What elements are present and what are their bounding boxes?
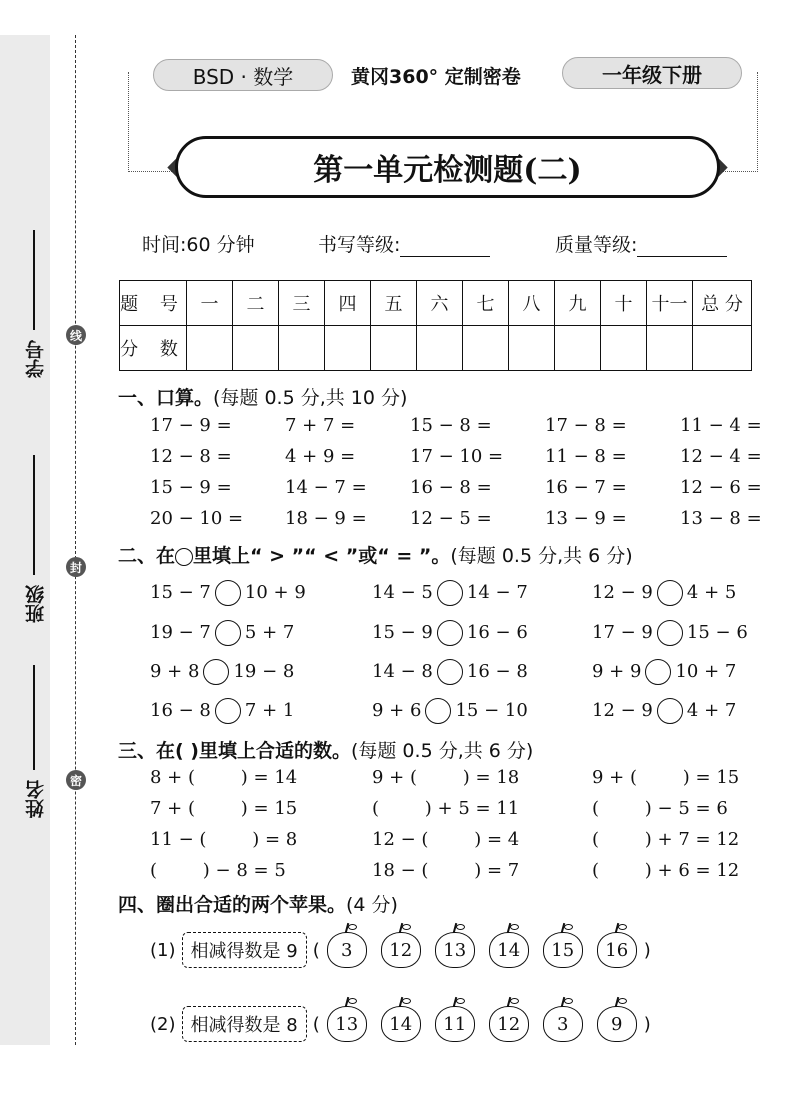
apple-icon[interactable]: 14: [381, 1006, 421, 1042]
compare-right: 16 − 6: [466, 622, 528, 643]
oral-problem: 11 − 4 =: [680, 415, 762, 436]
compare-left: 17 − 9: [592, 622, 653, 643]
seal-feng: 封: [66, 557, 86, 577]
answer-circle[interactable]: [215, 620, 241, 646]
score-cell[interactable]: [693, 326, 752, 371]
compare-right: 10 + 9: [244, 582, 306, 603]
answer-circle[interactable]: [203, 659, 229, 685]
seal-xian: 线: [66, 325, 86, 345]
table-col: 四: [325, 281, 371, 326]
class-label: 班级: [25, 585, 47, 623]
answer-circle[interactable]: [437, 659, 463, 685]
section1-title: 一、口算。(每题 0.5 分,共 10 分): [118, 387, 408, 409]
score-cell[interactable]: [509, 326, 555, 371]
table-col-total: 总 分: [693, 281, 752, 326]
answer-circle[interactable]: [437, 620, 463, 646]
class-line: [33, 455, 35, 575]
table-col: 十一: [647, 281, 693, 326]
compare-left: 16 − 8: [150, 700, 211, 721]
compare-problem: [372, 698, 528, 724]
fill-problem[interactable]: ( ) + 7 = 12: [592, 829, 740, 850]
hint-box: 相减得数是 8: [182, 1006, 307, 1042]
score-table-header-row: [120, 281, 752, 326]
apple-icon[interactable]: 9: [597, 1006, 637, 1042]
paren-open: (: [312, 939, 320, 961]
question-index: (2): [150, 1013, 176, 1035]
apple-icon[interactable]: 3: [327, 932, 367, 968]
subject-tag: BSD · 数学: [153, 59, 333, 91]
compare-left: 15 − 7: [150, 582, 211, 603]
score-cell[interactable]: [371, 326, 417, 371]
oral-problem: 17 − 8 =: [545, 415, 627, 436]
oral-problem: 12 − 5 =: [410, 508, 492, 529]
apple-icon[interactable]: 12: [489, 1006, 529, 1042]
binding-strip: [0, 35, 50, 1045]
table-col: 十: [601, 281, 647, 326]
score-cell[interactable]: [647, 326, 693, 371]
compare-left: 12 − 9: [592, 700, 653, 721]
compare-left: 14 − 5: [372, 582, 433, 603]
score-cell[interactable]: [187, 326, 233, 371]
answer-circle[interactable]: [657, 620, 683, 646]
score-cell[interactable]: [601, 326, 647, 371]
oral-problem: 4 + 9 =: [285, 446, 356, 467]
fill-problem[interactable]: ( ) − 8 = 5: [150, 860, 286, 881]
quality-grade: 质量等级:: [555, 230, 727, 257]
compare-problem: [150, 580, 306, 606]
fill-problem[interactable]: 18 − ( ) = 7: [372, 860, 520, 881]
table-col: 六: [417, 281, 463, 326]
student-no-label: 学号: [25, 340, 47, 378]
apple-icon[interactable]: 13: [435, 932, 475, 968]
compare-right: 15 − 6: [686, 622, 748, 643]
table-col: 九: [555, 281, 601, 326]
paren-close: ): [643, 1013, 651, 1035]
compare-right: 5 + 7: [244, 622, 295, 643]
fill-problem[interactable]: 12 − ( ) = 4: [372, 829, 520, 850]
section4-title: 四、圈出合适的两个苹果。(4 分): [118, 894, 398, 916]
oral-problem: 12 − 6 =: [680, 477, 762, 498]
apple-icon[interactable]: 13: [327, 1006, 367, 1042]
table-label: 题 号: [120, 281, 187, 326]
score-table: [119, 280, 752, 371]
compare-left: 9 + 9: [592, 661, 642, 682]
oral-problem: 20 − 10 =: [150, 508, 244, 529]
compare-problem: [592, 698, 736, 724]
fill-problem[interactable]: 7 + ( ) = 15: [150, 798, 298, 819]
compare-problem: [372, 659, 528, 685]
table-col: 七: [463, 281, 509, 326]
score-cell[interactable]: [463, 326, 509, 371]
answer-circle[interactable]: [657, 698, 683, 724]
compare-problem: [150, 659, 294, 685]
compare-problem: [150, 698, 294, 724]
compare-problem: [592, 620, 748, 646]
seal-mi: 密: [66, 770, 86, 790]
compare-problem: [372, 580, 528, 606]
compare-left: 12 − 9: [592, 582, 653, 603]
compare-right: 4 + 7: [686, 700, 737, 721]
score-cell[interactable]: [555, 326, 601, 371]
compare-problem: [372, 620, 528, 646]
fill-problem[interactable]: 9 + ( ) = 15: [592, 767, 740, 788]
series-name: 黄冈360° 定制密卷: [345, 62, 527, 89]
oral-problem: 13 − 9 =: [545, 508, 627, 529]
answer-circle[interactable]: [215, 580, 241, 606]
fill-problem[interactable]: 9 + ( ) = 18: [372, 767, 520, 788]
cut-line: [75, 35, 76, 1045]
score-cell[interactable]: [233, 326, 279, 371]
compare-right: 14 − 7: [466, 582, 528, 603]
score-table-score-row: [120, 326, 752, 371]
compare-left: 9 + 6: [372, 700, 422, 721]
oral-problem: 16 − 7 =: [545, 477, 627, 498]
apple-icon[interactable]: 14: [489, 932, 529, 968]
score-cell[interactable]: [279, 326, 325, 371]
question-index: (1): [150, 939, 176, 961]
oral-problem: 15 − 8 =: [410, 415, 492, 436]
compare-right: 19 − 8: [233, 661, 295, 682]
answer-circle[interactable]: [645, 659, 671, 685]
name-label: 姓名: [25, 780, 47, 818]
name-line: [33, 665, 35, 770]
fill-problem[interactable]: ( ) + 6 = 12: [592, 860, 740, 881]
compare-left: 19 − 7: [150, 622, 211, 643]
page-title: 第一单元检测题(二): [175, 136, 720, 198]
table-col: 二: [233, 281, 279, 326]
compare-right: 7 + 1: [244, 700, 295, 721]
oral-problem: 13 − 8 =: [680, 508, 762, 529]
section3-title: 三、在( )里填上合适的数。(每题 0.5 分,共 6 分): [118, 740, 534, 762]
oral-problem: 7 + 7 =: [285, 415, 356, 436]
apple-icon[interactable]: 11: [435, 1006, 475, 1042]
compare-right: 10 + 7: [675, 661, 737, 682]
hint-box: 相减得数是 9: [182, 932, 307, 968]
apple-icon[interactable]: 3: [543, 1006, 583, 1042]
writing-grade: 书写等级:: [318, 230, 490, 257]
compare-problem: [592, 580, 736, 606]
apple-icon[interactable]: 16: [597, 932, 637, 968]
compare-left: 15 − 9: [372, 622, 433, 643]
answer-circle[interactable]: [215, 698, 241, 724]
oral-problem: 14 − 7 =: [285, 477, 367, 498]
compare-left: 14 − 8: [372, 661, 433, 682]
answer-circle[interactable]: [437, 580, 463, 606]
compare-right: 15 − 10: [455, 700, 528, 721]
paren-open: (: [312, 1013, 320, 1035]
apple-icon[interactable]: 15: [543, 932, 583, 968]
table-col: 一: [187, 281, 233, 326]
oral-problem: 12 − 4 =: [680, 446, 762, 467]
oral-problem: 17 − 9 =: [150, 415, 232, 436]
compare-left: 9 + 8: [150, 661, 200, 682]
apple-question: [150, 1006, 651, 1042]
oral-problem: 11 − 8 =: [545, 446, 627, 467]
time-info: 时间:60 分钟: [142, 234, 255, 256]
fill-problem[interactable]: 11 − ( ) = 8: [150, 829, 298, 850]
score-cell[interactable]: [417, 326, 463, 371]
compare-problem: [150, 620, 294, 646]
fill-problem[interactable]: ( ) + 5 = 11: [372, 798, 520, 819]
oral-problem: 18 − 9 =: [285, 508, 367, 529]
compare-right: 16 − 8: [466, 661, 528, 682]
table-col: 三: [279, 281, 325, 326]
fill-problem[interactable]: ( ) − 5 = 6: [592, 798, 728, 819]
apple-question: [150, 932, 651, 968]
oral-problem: 16 − 8 =: [410, 477, 492, 498]
score-cell[interactable]: [325, 326, 371, 371]
apple-icon[interactable]: 12: [381, 932, 421, 968]
section2-title: 二、在 里填上“ > ”“ < ”或“ = ”。(每题 0.5 分,共 6 分): [118, 545, 633, 567]
oral-problem: 12 − 8 =: [150, 446, 232, 467]
grade-tag: 一年级下册: [562, 57, 742, 89]
paren-close: ): [643, 939, 651, 961]
student-no-line: [33, 230, 35, 330]
oral-problem: 15 − 9 =: [150, 477, 232, 498]
oral-problem: 17 − 10 =: [410, 446, 504, 467]
table-label: 分 数: [120, 326, 187, 371]
circle-blank-icon: [175, 548, 193, 566]
compare-problem: [592, 659, 736, 685]
compare-right: 4 + 5: [686, 582, 737, 603]
table-col: 五: [371, 281, 417, 326]
table-col: 八: [509, 281, 555, 326]
answer-circle[interactable]: [425, 698, 451, 724]
answer-circle[interactable]: [657, 580, 683, 606]
fill-problem[interactable]: 8 + ( ) = 14: [150, 767, 298, 788]
